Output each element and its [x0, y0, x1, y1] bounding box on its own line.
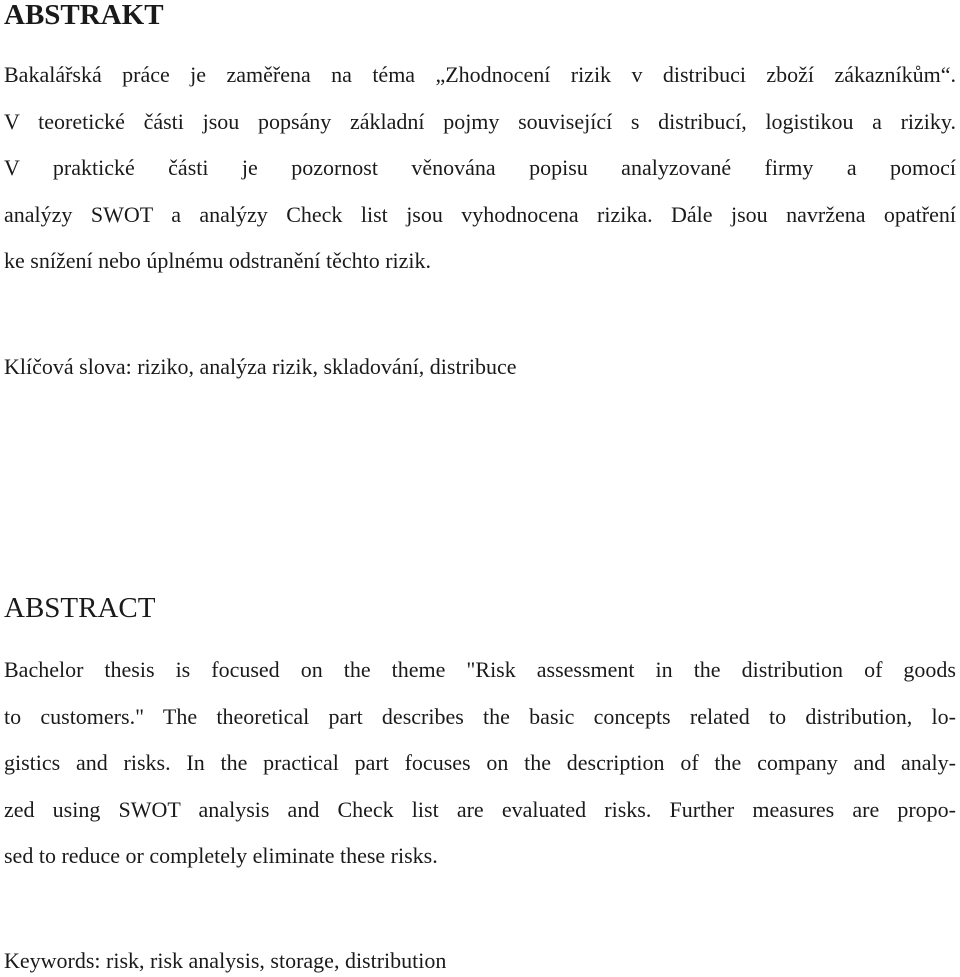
abstrakt-line: V teoretické části jsou popsány základní pojmy související s distribucí, logistikou a riziky. — [4, 108, 956, 134]
abstract-paragraph — [4, 647, 956, 880]
abstrakt-paragraph — [4, 52, 956, 285]
abstract-line: gistics and risks. In the practical part focuses on the description of the company and analy- — [4, 750, 956, 776]
abstrakt-line: ke snížení nebo úplnému odstranění těchto rizik. — [4, 248, 432, 274]
english-keywords: Keywords: risk, risk analysis, storage, distribution — [4, 948, 447, 973]
abstrakt-line: V praktické části je pozornost věnována popisu analyzované firmy a pomocí — [4, 155, 956, 181]
abstract-line: Bachelor thesis is focused on the theme "Risk assessment in the distribution of goods — [4, 657, 956, 682]
abstract-line: to customers." The theoretical part describes the basic concepts related to distribution, lo- — [4, 703, 956, 729]
abstract-heading: ABSTRACT — [4, 592, 156, 624]
czech-keywords: Klíčová slova: riziko, analýza rizik, skladování, distribuce — [4, 354, 517, 379]
abstrakt-heading: ABSTRAKT — [4, 0, 164, 31]
abstract-line: zed using SWOT analysis and Check list are evaluated risks. Further measures are propo- — [4, 796, 956, 822]
abstrakt-line: analýzy SWOT a analýzy Check list jsou vyhodnocena rizika. Dále jsou navržena opatření — [4, 201, 956, 227]
abstract-line: sed to reduce or completely eliminate these risks. — [4, 843, 438, 869]
abstrakt-line: Bakalářská práce je zaměřena na téma „Zhodnocení rizik v distribuci zboží zákazníkům“. — [4, 62, 956, 87]
